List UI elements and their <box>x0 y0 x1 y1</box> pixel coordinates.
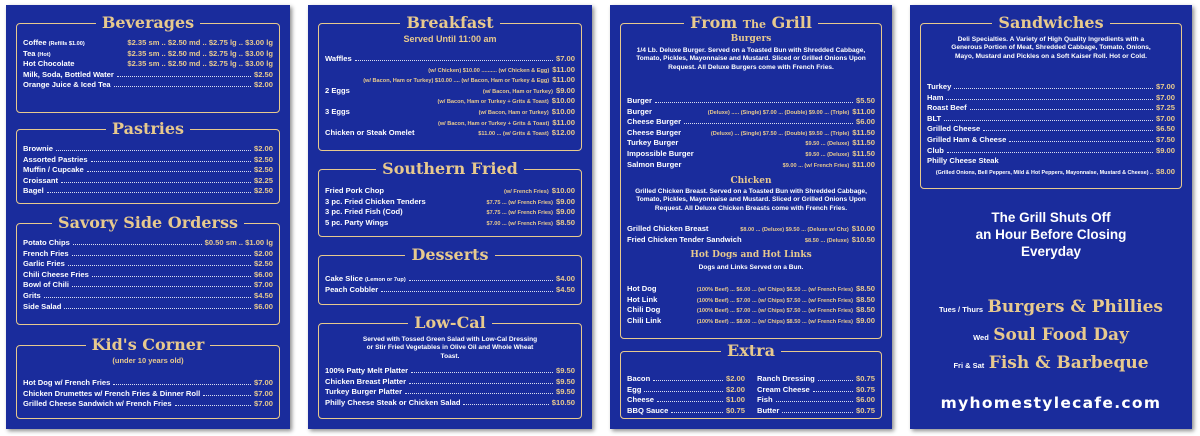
sides-box <box>16 213 280 325</box>
southern-item: 5 pc. Party Wings $7.00 ... (w/ French Fries) $8.50 <box>325 217 575 227</box>
kids-subtitle: (under 10 years old) <box>112 356 184 365</box>
extra-right-list <box>757 374 875 416</box>
promo-line: Tues / Thurs Burgers & Phillies <box>939 297 1163 317</box>
pastry-item: Brownie $2.00 <box>23 144 273 153</box>
website-link[interactable]: myhomestylecafe.com <box>940 394 1162 412</box>
beverage-item: Hot Chocolate $2.35 sm .. $2.50 md .. $2.75 lg .. $3.00 lg <box>23 59 273 69</box>
breakfast-item: (w/ Bacon, Ham or Turkey + Grits & Toast) $10.00 <box>437 96 575 106</box>
extra-item: Cream Cheese $0.75 <box>757 384 875 394</box>
grill-box <box>620 13 882 339</box>
pastry-item: Muffin / Cupcake $2.50 <box>23 165 273 175</box>
side-item: Potato Chips $0.50 sm .. $1.00 lg <box>23 238 273 247</box>
burgers-note: 1/4 Lb. Deluxe Burger. Served on a Toasted Bun with Shredded Cabbage, Tomato, Pickles, Mayonnaise and Mustard. Sliced or Grilled Onions Upon Request. All Deluxe Burgers come with French Fries. <box>636 47 866 71</box>
sandwich-item: Philly Cheese Steak <box>927 156 999 166</box>
burger-item: Burger $5.50 <box>627 96 875 105</box>
southern-item: 3 pc. Fried Fish (Cod) $7.75 ... (w/ French Fries) $9.00 <box>325 207 575 217</box>
pastries-list <box>23 144 273 197</box>
breakfast-box <box>318 13 582 151</box>
chicken-list <box>627 224 875 245</box>
kids-title: Kid's Corner <box>86 335 211 354</box>
sandwich-item: Ham $7.00 <box>927 92 1175 102</box>
notice-line: Everyday <box>1020 244 1082 259</box>
notice-line: an Hour Before Closing <box>975 227 1127 242</box>
extra-item: Fish $6.00 <box>757 395 875 405</box>
chicken-item: Grilled Chicken Breast $8.00 ... (Deluxe) $9.50 ... (Deluxe w/ Chz) $10.00 <box>627 224 875 233</box>
lowcal-item: Philly Cheese Steak or Chicken Salad $10.50 <box>325 397 575 407</box>
sandwiches-title: Sandwiches <box>992 13 1109 32</box>
breakfast-subtitle: Served Until 11:00 am <box>403 34 497 44</box>
burger-item: Salmon Burger $9.00 ... (w/ French Fries) $11.00 <box>627 159 875 169</box>
extra-item: Cheese $1.00 <box>627 395 745 405</box>
side-item: French Fries $2.00 <box>23 248 273 258</box>
pastry-item: Croissant $2.25 <box>23 175 273 185</box>
kids-item: Hot Dog w/ French Fries $7.00 <box>23 378 273 387</box>
pastries-title: Pastries <box>106 119 190 138</box>
burger-item: Impossible Burger $9.50 ... (Deluxe) $11.50 <box>627 148 875 158</box>
side-item: Garlic Fries $2.50 <box>23 259 273 269</box>
sandwiches-box <box>920 13 1182 189</box>
burger-item: Burger (Deluxe) ..... (Single) $7.00 ... (Double) $9.00 ... (Triple) $11.00 <box>627 106 875 116</box>
breakfast-item: 2 Eggs (w/ Bacon, Ham or Turkey) $9.00 <box>325 85 575 95</box>
chicken-heading: Chicken <box>730 176 772 186</box>
hotdogs-note: Dogs and Links Served on a Bun. <box>698 264 804 271</box>
extra-item: Bacon $2.00 <box>627 374 745 383</box>
side-item: Chili Cheese Fries $6.00 <box>23 269 273 279</box>
lowcal-list <box>325 366 575 408</box>
breakfast-item: (w/ Bacon, Ham or Turkey + Grits & Toast) $11.00 <box>437 117 575 127</box>
sides-title: Savory Side Orderss <box>52 213 244 232</box>
lowcal-title: Low-Cal <box>408 313 492 332</box>
grill-title: From The Grill <box>684 13 818 32</box>
menu-panel-3 <box>610 5 892 429</box>
beverages-box <box>16 13 280 113</box>
sandwich-item: Grilled Ham & Cheese $7.50 <box>927 134 1175 144</box>
beverage-item: Coffee (Refills $1.00) $2.35 sm .. $2.50 md .. $2.75 lg .. $3.00 lg <box>23 38 273 47</box>
southern-fried-box <box>318 159 582 237</box>
burger-item: Cheese Burger (Deluxe) ... (Single) $7.50 ... (Double) $9.50 ... (Triple) $11.50 <box>627 127 875 137</box>
southern-fried-title: Southern Fried <box>376 159 524 178</box>
side-item: Grits $4.50 <box>23 290 273 300</box>
extra-title: Extra <box>721 341 781 360</box>
pastry-item: Bagel $2.50 <box>23 186 273 196</box>
southern-item: 3 pc. Fried Chicken Tenders $7.75 ... (w/ French Fries) $9.00 <box>325 196 575 206</box>
lowcal-item: 100% Patty Melt Platter $9.50 <box>325 366 575 375</box>
burgers-heading: Burgers <box>730 34 772 44</box>
pastries-box <box>16 119 280 204</box>
promo-line: Fri & Sat Fish & Barbeque <box>953 353 1149 373</box>
notice-line: The Grill Shuts Off <box>991 210 1111 225</box>
kids-item: Chicken Drumettes w/ French Fries & Dinner Roll $7.00 <box>23 388 273 398</box>
extra-item: Butter $0.75 <box>757 405 875 415</box>
extra-item: Egg $2.00 <box>627 384 745 394</box>
menu-panel-2 <box>308 5 592 429</box>
desserts-title: Desserts <box>405 245 494 264</box>
hotdog-item: Hot Dog (100% Beef) ... $6.00 ... (w/ Chips) $6.50 ... (w/ French Fries) $8.50 <box>627 284 875 293</box>
hotdog-item: Chili Dog (100% Beef) ... $7.00 ... (w/ Chips) $7.50 ... (w/ French Fries) $8.50 <box>627 305 875 315</box>
sandwich-item: Turkey $7.00 <box>927 82 1175 91</box>
hotdog-item: Hot Link (100% Beef) ... $7.00 ... (w/ Chips) $7.50 ... (w/ French Fries) $8.50 <box>627 294 875 304</box>
sandwich-item: BLT $7.00 <box>927 113 1175 123</box>
chicken-note: Grilled Chicken Breast. Served on a Toasted Bun with Shredded Cabbage, Tomato, Pickles, Mayonnaise and Mustard. Sliced or Grilled Onions Upon Request. All Deluxe Chicken Breasts come with French Fries. <box>635 188 867 212</box>
menu-panel-4 <box>910 5 1192 429</box>
breakfast-item: Waffles $7.00 <box>325 54 575 63</box>
pastry-item: Assorted Pastries $2.50 <box>23 154 273 164</box>
hotdog-item: Chili Link (100% Beef) ... $8.00 ... (w/ Chips) $8.50 ... (w/ French Fries) $9.00 <box>627 315 875 325</box>
lowcal-box <box>318 313 582 419</box>
burger-item: Cheese Burger $6.00 <box>627 117 875 127</box>
breakfast-list <box>325 54 575 139</box>
sandwich-item: Roast Beef $7.25 <box>927 103 1175 113</box>
sides-list <box>23 238 273 312</box>
beverage-item: Tea (Hot) $2.35 sm .. $2.50 md .. $2.75 lg .. $3.00 lg <box>23 48 273 58</box>
menu-panel-1 <box>6 5 290 429</box>
southern-item: Fried Pork Chop (w/ French Fries) $10.00 <box>325 186 575 195</box>
breakfast-title: Breakfast <box>400 13 499 32</box>
desserts-list <box>325 274 575 295</box>
beverages-list <box>23 38 273 91</box>
side-item: Bowl of Chili $7.00 <box>23 280 273 290</box>
burger-item: Turkey Burger $9.50 ... (Deluxe) $11.50 <box>627 138 875 148</box>
dessert-item: Peach Cobbler $4.50 <box>325 284 575 294</box>
beverages-title: Beverages <box>96 13 200 32</box>
beverage-item: Orange Juice & Iced Tea $2.00 <box>23 80 273 90</box>
chicken-item: Fried Chicken Tender Sandwich $8.50 ... (Deluxe) $10.50 <box>627 234 875 244</box>
sandwiches-note: Deli Specialties. A Variety of High Quality Ingredients with a Generous Portion of Meat, Shredded Cabbage, Tomato, Onions, Mayo, Mustard and Pickles on a Soft Kaiser Roll. Hot or Cold. <box>951 36 1151 60</box>
extra-item: BBQ Sauce $0.75 <box>627 405 745 415</box>
grill-closing-notice <box>910 209 1192 260</box>
hotdogs-heading: Hot Dogs and Hot Links <box>690 250 812 260</box>
dessert-item: Cake Slice (Lemon or 7up) $4.00 <box>325 274 575 283</box>
extra-left-list <box>627 374 745 416</box>
extra-item: Ranch Dressing $0.75 <box>757 374 875 383</box>
burgers-list <box>627 96 875 170</box>
lowcal-item: Turkey Burger Platter $9.50 <box>325 387 575 397</box>
lowcal-note: Served with Tossed Green Salad with Low-Cal Dressing or Stir Fried Vegetables in Olive Oil and Whole Wheat Toast. <box>362 336 538 360</box>
kids-box <box>16 335 280 419</box>
kids-list <box>23 378 273 410</box>
sandwiches-list <box>927 82 1175 177</box>
hotdogs-list <box>627 284 875 326</box>
side-item: Side Salad $6.00 <box>23 301 273 311</box>
breakfast-item: 3 Eggs (w/ Bacon, Ham or Turkey) $10.00 <box>325 106 575 116</box>
sandwich-item: Club $9.00 <box>927 145 1175 155</box>
southern-fried-list <box>325 186 575 228</box>
desserts-box <box>318 245 582 305</box>
extra-box <box>620 341 882 419</box>
breakfast-item: (w/ Chicken) $10.00 .......... (w/ Chicken & Egg) $11.00 <box>428 64 575 74</box>
breakfast-item: Chicken or Steak Omelet $11.00 ... (w/ Grits & Toast) $12.00 <box>325 128 575 138</box>
breakfast-item: (w/ Bacon, Ham or Turkey) $10.00 .... (w/ Bacon, Ham or Turkey & Egg) $11.00 <box>363 75 575 85</box>
promo-line: Wed Soul Food Day <box>973 325 1129 345</box>
beverage-item: Milk, Soda, Bottled Water $2.50 <box>23 69 273 79</box>
kids-item: Grilled Cheese Sandwich w/ French Fries $7.00 <box>23 399 273 409</box>
lowcal-item: Chicken Breast Platter $9.50 <box>325 376 575 386</box>
daily-specials <box>910 293 1192 377</box>
sandwich-item-philly-desc: (Grilled Onions, Bell Peppers, Mild & Hot Peppers, Mayonnaise, Mustard & Cheese) .. $8.00 <box>935 166 1175 176</box>
sandwich-item: Grilled Cheese $6.50 <box>927 124 1175 134</box>
